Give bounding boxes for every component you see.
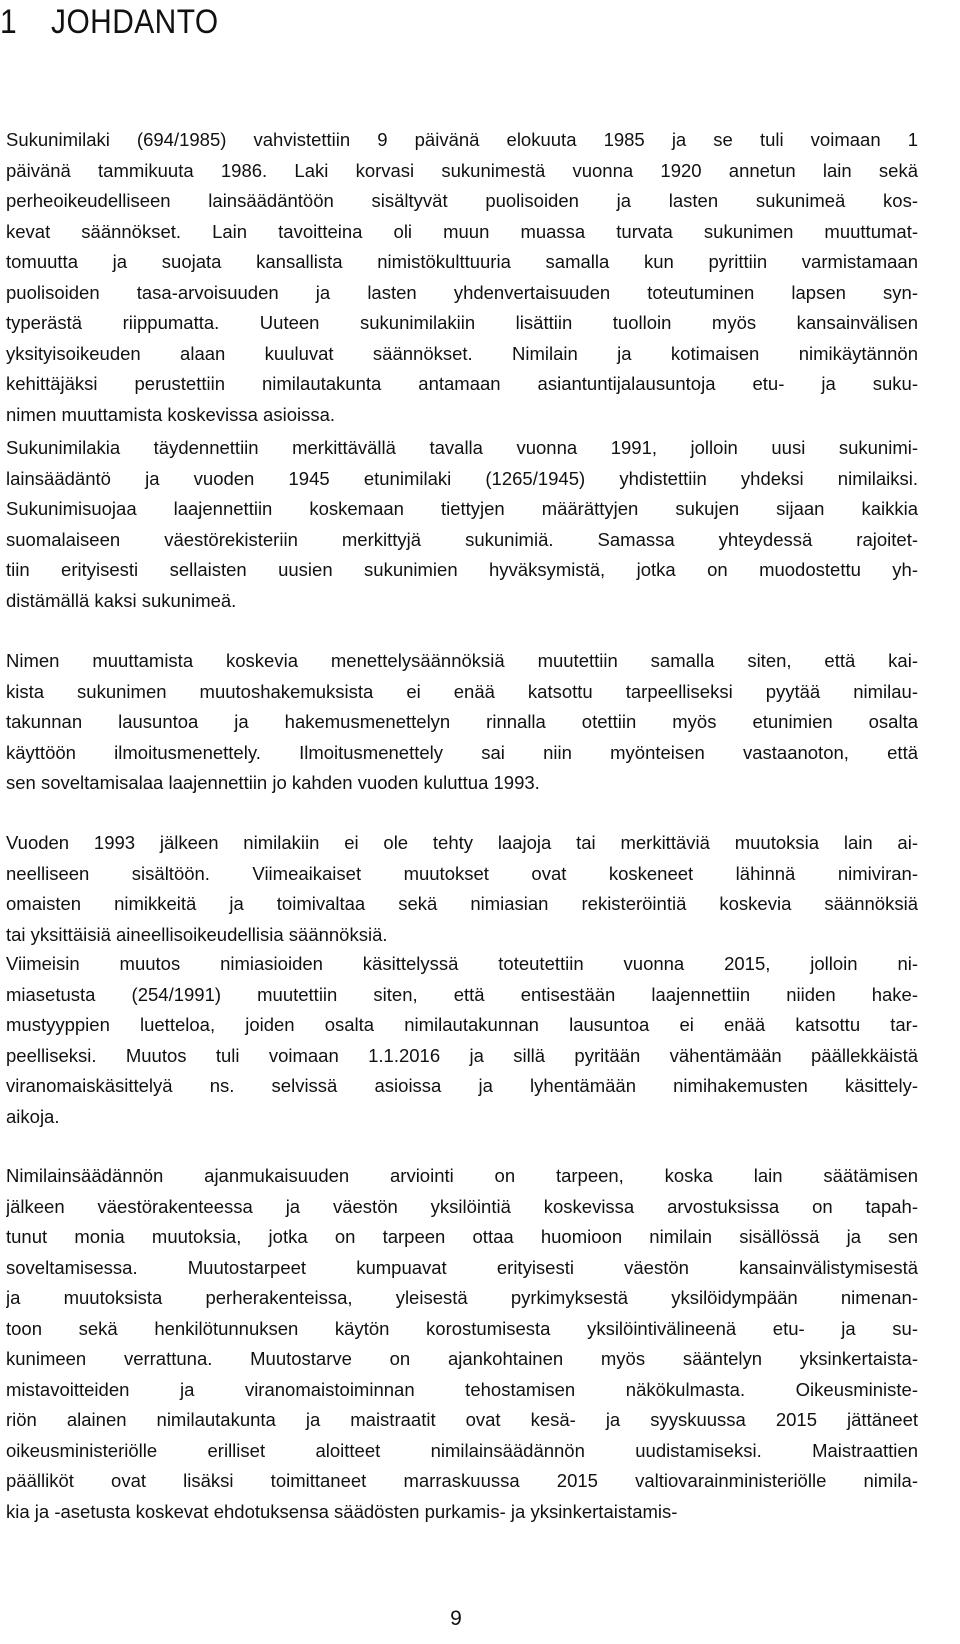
text-line: tiin erityisesti sellaisten uusien sukunimien hyväksymistä, jotka on muodostettu yh- [6, 559, 918, 580]
paragraph [6, 828, 918, 950]
page-number: 9 [450, 1607, 462, 1630]
text-line: Sukunimilakia täydennettiin merkittävällä tavalla vuonna 1991, jolloin uusi sukunimi- [6, 437, 918, 458]
text-line: Vuoden 1993 jälkeen nimilakiin ei ole tehty laajoja tai merkittäviä muutoksia lain ai- [6, 832, 918, 853]
text-line: kia ja -asetusta koskevat ehdotuksensa säädösten purkamis- ja yksinkertaistamis- [6, 1500, 678, 1522]
paragraph [6, 125, 918, 430]
text-line: tomuutta ja suojata kansallista nimistökulttuuria samalla kun pyrittiin varmistamaan [6, 251, 918, 272]
text-line: distämällä kaksi sukunimeä. [6, 589, 237, 611]
text-line: riön alainen nimilautakunta ja maistraatit ovat kesä- ja syyskuussa 2015 jättäneet [6, 1409, 918, 1430]
text-line: peelliseksi. Muutos tuli voimaan 1.1.2016 ja sillä pyritään vähentämään päällekkäistä [6, 1044, 918, 1066]
text-line: käyttöön ilmoitusmenettely. Ilmoitusmenettely sai niin myönteisen vastaanoton, että [6, 741, 918, 763]
paragraph [6, 1161, 918, 1527]
text-line: neelliseen sisältöön. Viimeaikaiset muutokset ovat koskeneet lähinnä nimiviran- [6, 862, 918, 884]
text-line: mustyyppien luetteloa, joiden osalta nimilautakunnan lausuntoa ei enää katsottu tar- [6, 1014, 918, 1035]
text-line: kevat säännökset. Lain tavoitteina oli muun muassa turvata sukunimen muuttumat- [6, 220, 918, 242]
chapter-number: 1 [0, 3, 18, 41]
text-line: puolisoiden tasa-arvoisuuden ja lasten yhdenvertaisuuden toteutuminen lapsen syn- [6, 281, 918, 303]
text-line: tai yksittäisiä aineellisoikeudellisia säännöksiä. [6, 923, 388, 945]
text-line: toon sekä henkilötunnuksen käytön korostumisesta yksilöintivälineenä etu- ja su- [6, 1317, 918, 1339]
text-line: soveltamisessa. Muutostarpeet kumpuavat erityisesti väestön kansainvälistymisestä [6, 1256, 918, 1278]
text-line: oikeusministeriölle erilliset aloitteet nimilainsäädännön uudistamiseksi. Maistraattien [6, 1439, 918, 1461]
chapter-title: JOHDANTO [51, 3, 219, 41]
paragraph [6, 646, 918, 799]
text-line: viranomaiskäsittelyä ns. selvissä asioissa ja lyhentämään nimihakemusten käsittely- [6, 1075, 918, 1096]
text-line: päälliköt ovat lisäksi toimittaneet marraskuussa 2015 valtiovarainministeriölle nimila- [6, 1470, 918, 1491]
text-line: Sukunimisuojaa laajennettiin koskemaan tiettyjen määrättyjen sukujen sijaan kaikkia [6, 498, 918, 519]
text-line: kunimeen verrattuna. Muutostarve on ajankohtainen myös sääntelyn yksinkertaista- [6, 1348, 918, 1369]
text-line: jälkeen väestörakenteessa ja väestön yksilöintiä koskevissa arvostuksissa on tapah- [6, 1195, 918, 1217]
text-line: lainsäädäntö ja vuoden 1945 etunimilaki (1265/1945) yhdistettiin yhdeksi nimilaiksi. [6, 467, 918, 489]
paragraph [6, 433, 918, 616]
text-line: tunut monia muutoksia, jotka on tarpeen ottaa huomioon nimilain sisällössä ja sen [6, 1226, 918, 1247]
text-line: yksityisoikeuden alaan kuuluvat säännökset. Nimilain ja kotimaisen nimikäytännön [6, 342, 918, 364]
text-line: Nimilainsäädännön ajanmukaisuuden arviointi on tarpeen, koska lain säätämisen [6, 1165, 918, 1186]
text-line: kista sukunimen muutoshakemuksista ei enää katsottu tarpeelliseksi pyytää nimilau- [6, 680, 918, 702]
text-line: Viimeisin muutos nimiasioiden käsittelyssä toteutettiin vuonna 2015, jolloin ni- [6, 953, 918, 974]
text-line: kehittäjäksi perustettiin nimilautakunta antamaan asiantuntijalausuntoja etu- ja suku- [6, 373, 918, 394]
text-line: miasetusta (254/1991) muutettiin siten, että entisestään laajennettiin niiden hake- [6, 983, 918, 1005]
chapter-heading [0, 2, 219, 42]
text-line: nimen muuttamista koskevissa asioissa. [6, 403, 336, 425]
text-line: Sukunimilaki (694/1985) vahvistettiin 9 päivänä elokuuta 1985 ja se tuli voimaan 1 [6, 129, 918, 150]
text-line: sen soveltamisalaa laajennettiin jo kahden vuoden kuluttua 1993. [6, 772, 540, 793]
text-line: omaisten nimikkeitä ja toimivaltaa sekä nimiasian rekisteröintiä koskevia säännöksiä [6, 893, 918, 914]
text-line: suomalaiseen väestörekisteriin merkittyjä sukunimiä. Samassa yhteydessä rajoitet- [6, 528, 918, 550]
text-line: päivänä tammikuuta 1986. Laki korvasi sukunimestä vuonna 1920 annetun lain sekä [6, 159, 918, 181]
text-line: typerästä riippumatta. Uuteen sukunimilakiin lisättiin tuolloin myös kansainvälisen [6, 312, 918, 333]
text-line: perheoikeudelliseen lainsäädäntöön sisältyvät puolisoiden ja lasten sukunimeä kos- [6, 190, 918, 211]
text-line: ja muutoksista perherakenteissa, yleisestä pyrkimyksestä yksilöidympään nimenan- [6, 1287, 918, 1308]
text-line: Nimen muuttamista koskevia menettelysäännöksiä muutettiin samalla siten, että kai- [6, 650, 918, 671]
text-line: takunnan lausuntoa ja hakemusmenettelyn rinnalla otettiin myös etunimien osalta [6, 711, 918, 732]
paragraph [6, 949, 918, 1132]
text-line: aikoja. [6, 1105, 60, 1127]
text-line: mistavoitteiden ja viranomaistoiminnan tehostamisen näkökulmasta. Oikeusministe- [6, 1378, 918, 1400]
